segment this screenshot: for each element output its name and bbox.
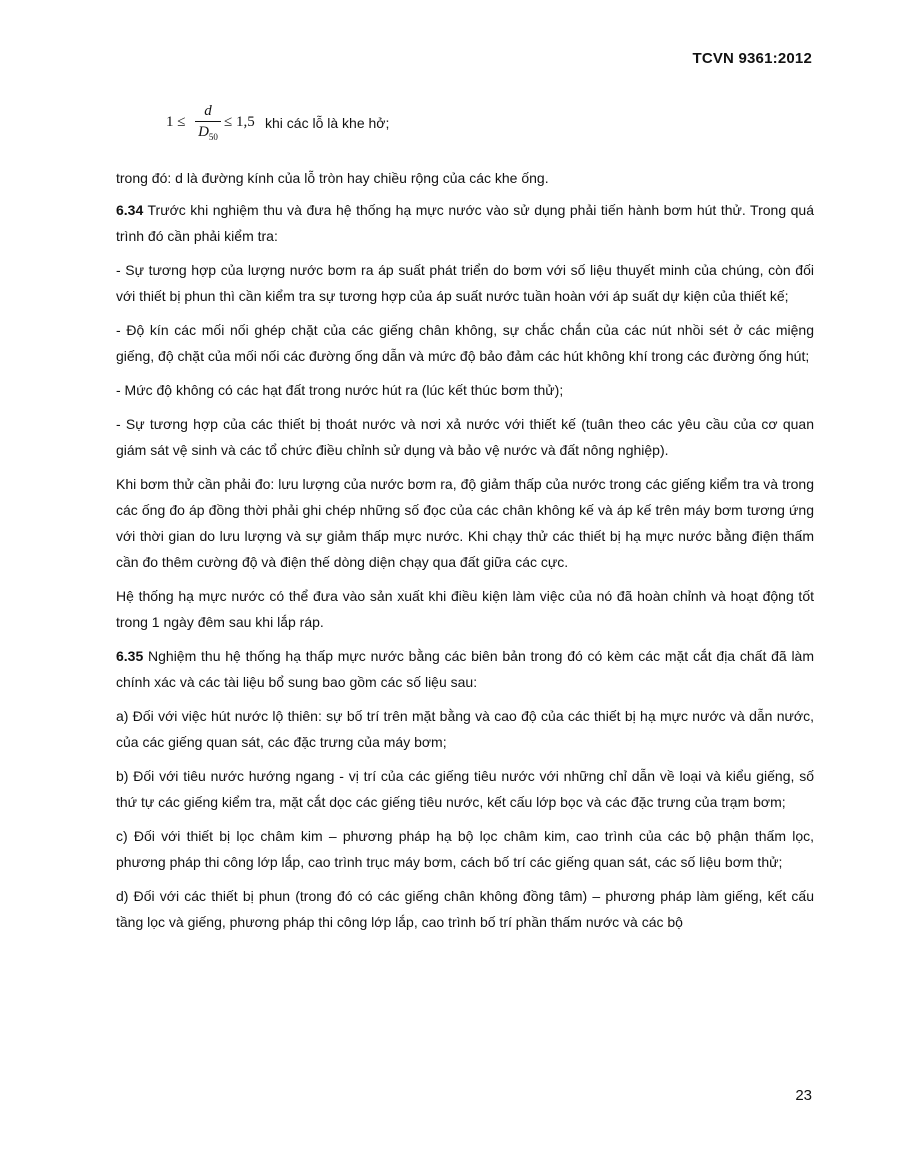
paragraph (116, 643, 814, 695)
paragraph (116, 257, 814, 309)
page-header-standard-code: TCVN 9361:2012 (692, 50, 812, 67)
formula-denominator (195, 122, 221, 142)
paragraph (116, 317, 814, 369)
formula-denominator-sub: 50 (208, 132, 218, 142)
paragraph (116, 583, 814, 635)
section-number: 6.34 (116, 202, 144, 218)
paragraph-text: Hệ thống hạ mực nước có thể đưa vào sản xuất khi điều kiện làm việc của nó đã hoàn chỉnh và hoạt động tốt trong 1 ngày đêm sau khi lắp ráp. (116, 588, 814, 630)
paragraph-text: Nghiệm thu hệ thống hạ thấp mực nước bằng các biên bản trong đó có kèm các mặt cắt địa chất đã làm chính xác và các tài liệu bổ sung bao gồm các số liệu sau: (116, 648, 814, 690)
paragraph (116, 165, 814, 191)
paragraph-text: a) Đối với việc hút nước lộ thiên: sự bố trí trên mặt bằng và cao độ của các thiết bị hạ mực nước và dẫn nước, của các giếng quan sát, các đặc trưng của máy bơm; (116, 708, 814, 750)
paragraph (116, 883, 814, 935)
paragraph (116, 377, 814, 403)
paragraph-text: c) Đối với thiết bị lọc châm kim – phương pháp hạ bộ lọc châm kim, cao trình của các bộ phận thấm lọc, phương pháp thi công lớp lắp, cao trình trục máy bơm, cách bố trí các giếng quan sát, các số liệu bơm thử; (116, 828, 814, 870)
page-number: 23 (795, 1087, 812, 1104)
paragraph-text: Trước khi nghiệm thu và đưa hệ thống hạ mực nước vào sử dụng phải tiến hành bơm hút thử. Trong quá trình đó cần phải kiểm tra: (116, 202, 814, 244)
formula-fraction (195, 102, 221, 142)
paragraph (116, 471, 814, 575)
paragraph-text: - Độ kín các mối nối ghép chặt của các giếng chân không, sự chắc chắn của các nút nhồi sét ở các miệng giếng, độ chặt của mối nối các đường ống dẫn và mức độ bảo đảm các hút không khí trong các đường ống hút; (116, 322, 814, 364)
paragraph-text: trong đó: d là đường kính của lỗ tròn hay chiều rộng của các khe ống. (116, 170, 549, 186)
formula-denominator-main: D (198, 124, 209, 140)
formula-numerator: d (204, 103, 212, 119)
paragraph-text: - Sự tương hợp của lượng nước bơm ra áp suất phát triển do bơm với số liệu thuyết minh của chúng, còn đối với thiết bị phun thì cần kiểm tra sự tương hợp của áp suất nước tuần hoàn với áp suất dự kiện của thiết kế; (116, 262, 814, 304)
paragraph (116, 763, 814, 815)
paragraph (116, 411, 814, 463)
formula-condition: khi các lỗ là khe hở; (265, 115, 390, 131)
paragraph-text: Khi bơm thử cần phải đo: lưu lượng của nước bơm ra, độ giảm thấp của nước trong các giếng kiểm tra và trong các ống đo áp đồng thời phải ghi chép những số đọc của các chân không kế và áp kế trên máy bơm tương ứng với thời gian do lưu lượng và sự giảm thấp mực nước. Khi chạy thử các thiết bị hạ mực nước bằng điện thấm cần đo thêm cường độ và điện thế dòng diện chạy qua đất giữa các cực. (116, 476, 814, 570)
paragraph-text: d) Đối với các thiết bị phun (trong đó có các giếng chân không đồng tâm) – phương pháp làm giếng, kết cấu tầng lọc và giếng, phương pháp thi công lớp lắp, cao trình bố trí phần thấm nước và các bộ (116, 888, 814, 930)
paragraph (116, 197, 814, 249)
formula-left: 1 ≤ (166, 114, 186, 130)
document-body (116, 165, 814, 943)
section-number: 6.35 (116, 648, 144, 664)
paragraph-text: - Mức độ không có các hạt đất trong nước hút ra (lúc kết thúc bơm thử); (116, 382, 564, 398)
paragraph (116, 703, 814, 755)
paragraph-text: - Sự tương hợp của các thiết bị thoát nước và nơi xả nước với thiết kế (tuân theo các yêu cầu của cơ quan giám sát vệ sinh và các tổ chức điều chỉnh sử dụng và bảo vệ nước và đất nông nghiệp). (116, 416, 814, 458)
paragraph-text: b) Đối với tiêu nước hướng ngang - vị trí của các giếng tiêu nước với những chỉ dẫn về loại và kiểu giếng, số thứ tự các giếng kiểm tra, mặt cắt dọc các giếng tiêu nước, kết cấu lớp bọc và các đặc trưng của trạm bơm; (116, 768, 814, 810)
formula-right: ≤ 1,5 (224, 114, 255, 130)
paragraph (116, 823, 814, 875)
